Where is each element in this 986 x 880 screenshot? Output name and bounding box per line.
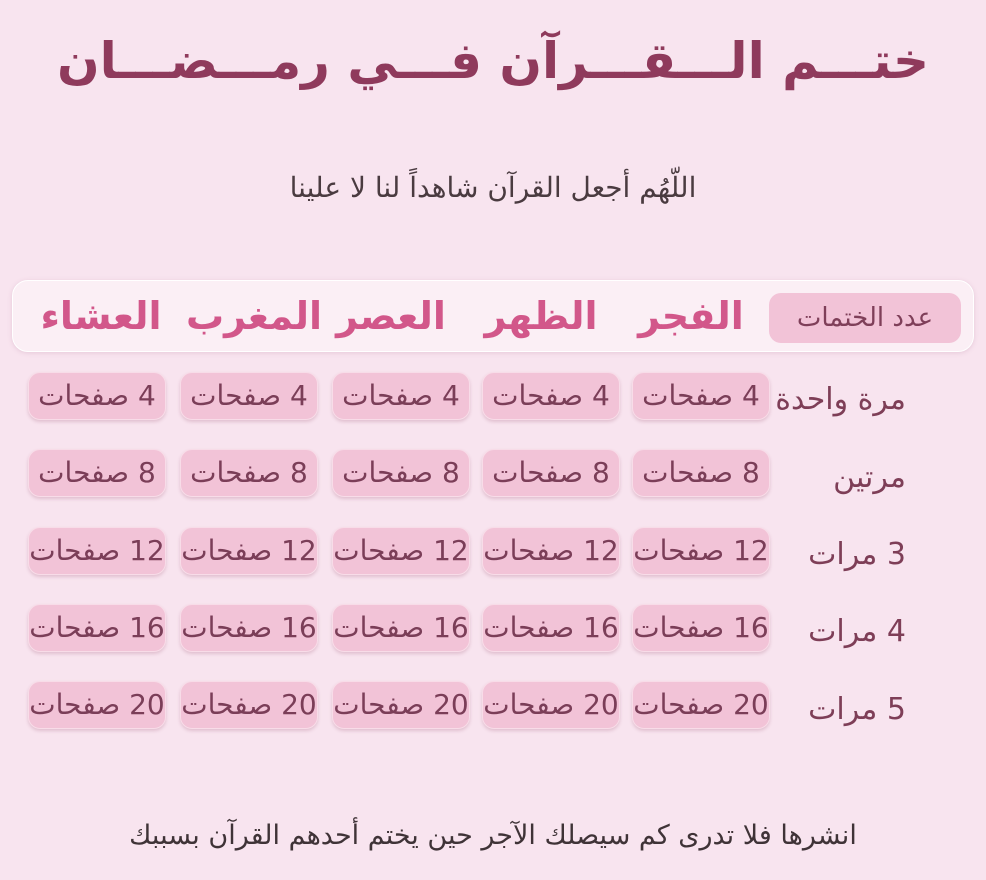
cell-twice-isha: 8 صفحات xyxy=(28,449,166,497)
header-isha: العشاء xyxy=(40,294,162,338)
cell-once-asr: 4 صفحات xyxy=(332,372,470,420)
cell-three-dhuhr: 12 صفحات xyxy=(482,527,620,575)
header-fajr: الفجر xyxy=(638,294,744,338)
cell-once-maghrib: 4 صفحات xyxy=(180,372,318,420)
cell-once-fajr: 4 صفحات xyxy=(632,372,770,420)
cell-four-dhuhr: 16 صفحات xyxy=(482,604,620,652)
cell-three-isha: 12 صفحات xyxy=(28,527,166,575)
cell-four-isha: 16 صفحات xyxy=(28,604,166,652)
cell-once-dhuhr: 4 صفحات xyxy=(482,372,620,420)
row-label-four-times: 4 مرات xyxy=(808,614,906,649)
dua-subtitle: اللّهُم أجعل القرآن شاهداً لنا لا علينا xyxy=(289,171,697,204)
cell-twice-dhuhr: 8 صفحات xyxy=(482,449,620,497)
cell-twice-maghrib: 8 صفحات xyxy=(180,449,318,497)
cell-five-isha: 20 صفحات xyxy=(28,681,166,729)
share-footer-text: انشرها فلا تدرى كم سيصلك الآجر حين يختم أحدهم القرآن بسببك xyxy=(129,820,857,851)
cell-five-dhuhr: 20 صفحات xyxy=(482,681,620,729)
prayer-header-bar xyxy=(12,280,974,352)
row-label-twice: مرتين xyxy=(833,460,906,495)
cell-four-maghrib: 16 صفحات xyxy=(180,604,318,652)
row-label-three-times: 3 مرات xyxy=(808,537,906,572)
row-label-five-times: 5 مرات xyxy=(808,692,906,727)
cell-five-asr: 20 صفحات xyxy=(332,681,470,729)
cell-twice-fajr: 8 صفحات xyxy=(632,449,770,497)
page-title: ختـــم الـــقـــرآن فـــي رمـــضـــان xyxy=(56,32,930,90)
completions-count-header: عدد الختمات xyxy=(769,293,961,343)
cell-four-asr: 16 صفحات xyxy=(332,604,470,652)
header-dhuhr: الظهر xyxy=(484,294,598,338)
row-label-once: مرة واحدة xyxy=(775,382,906,417)
header-asr: العصر xyxy=(336,294,446,338)
cell-three-asr: 12 صفحات xyxy=(332,527,470,575)
cell-three-fajr: 12 صفحات xyxy=(632,527,770,575)
cell-five-maghrib: 20 صفحات xyxy=(180,681,318,729)
cell-four-fajr: 16 صفحات xyxy=(632,604,770,652)
cell-twice-asr: 8 صفحات xyxy=(332,449,470,497)
header-maghrib: المغرب xyxy=(185,294,323,338)
cell-once-isha: 4 صفحات xyxy=(28,372,166,420)
cell-three-maghrib: 12 صفحات xyxy=(180,527,318,575)
cell-five-fajr: 20 صفحات xyxy=(632,681,770,729)
